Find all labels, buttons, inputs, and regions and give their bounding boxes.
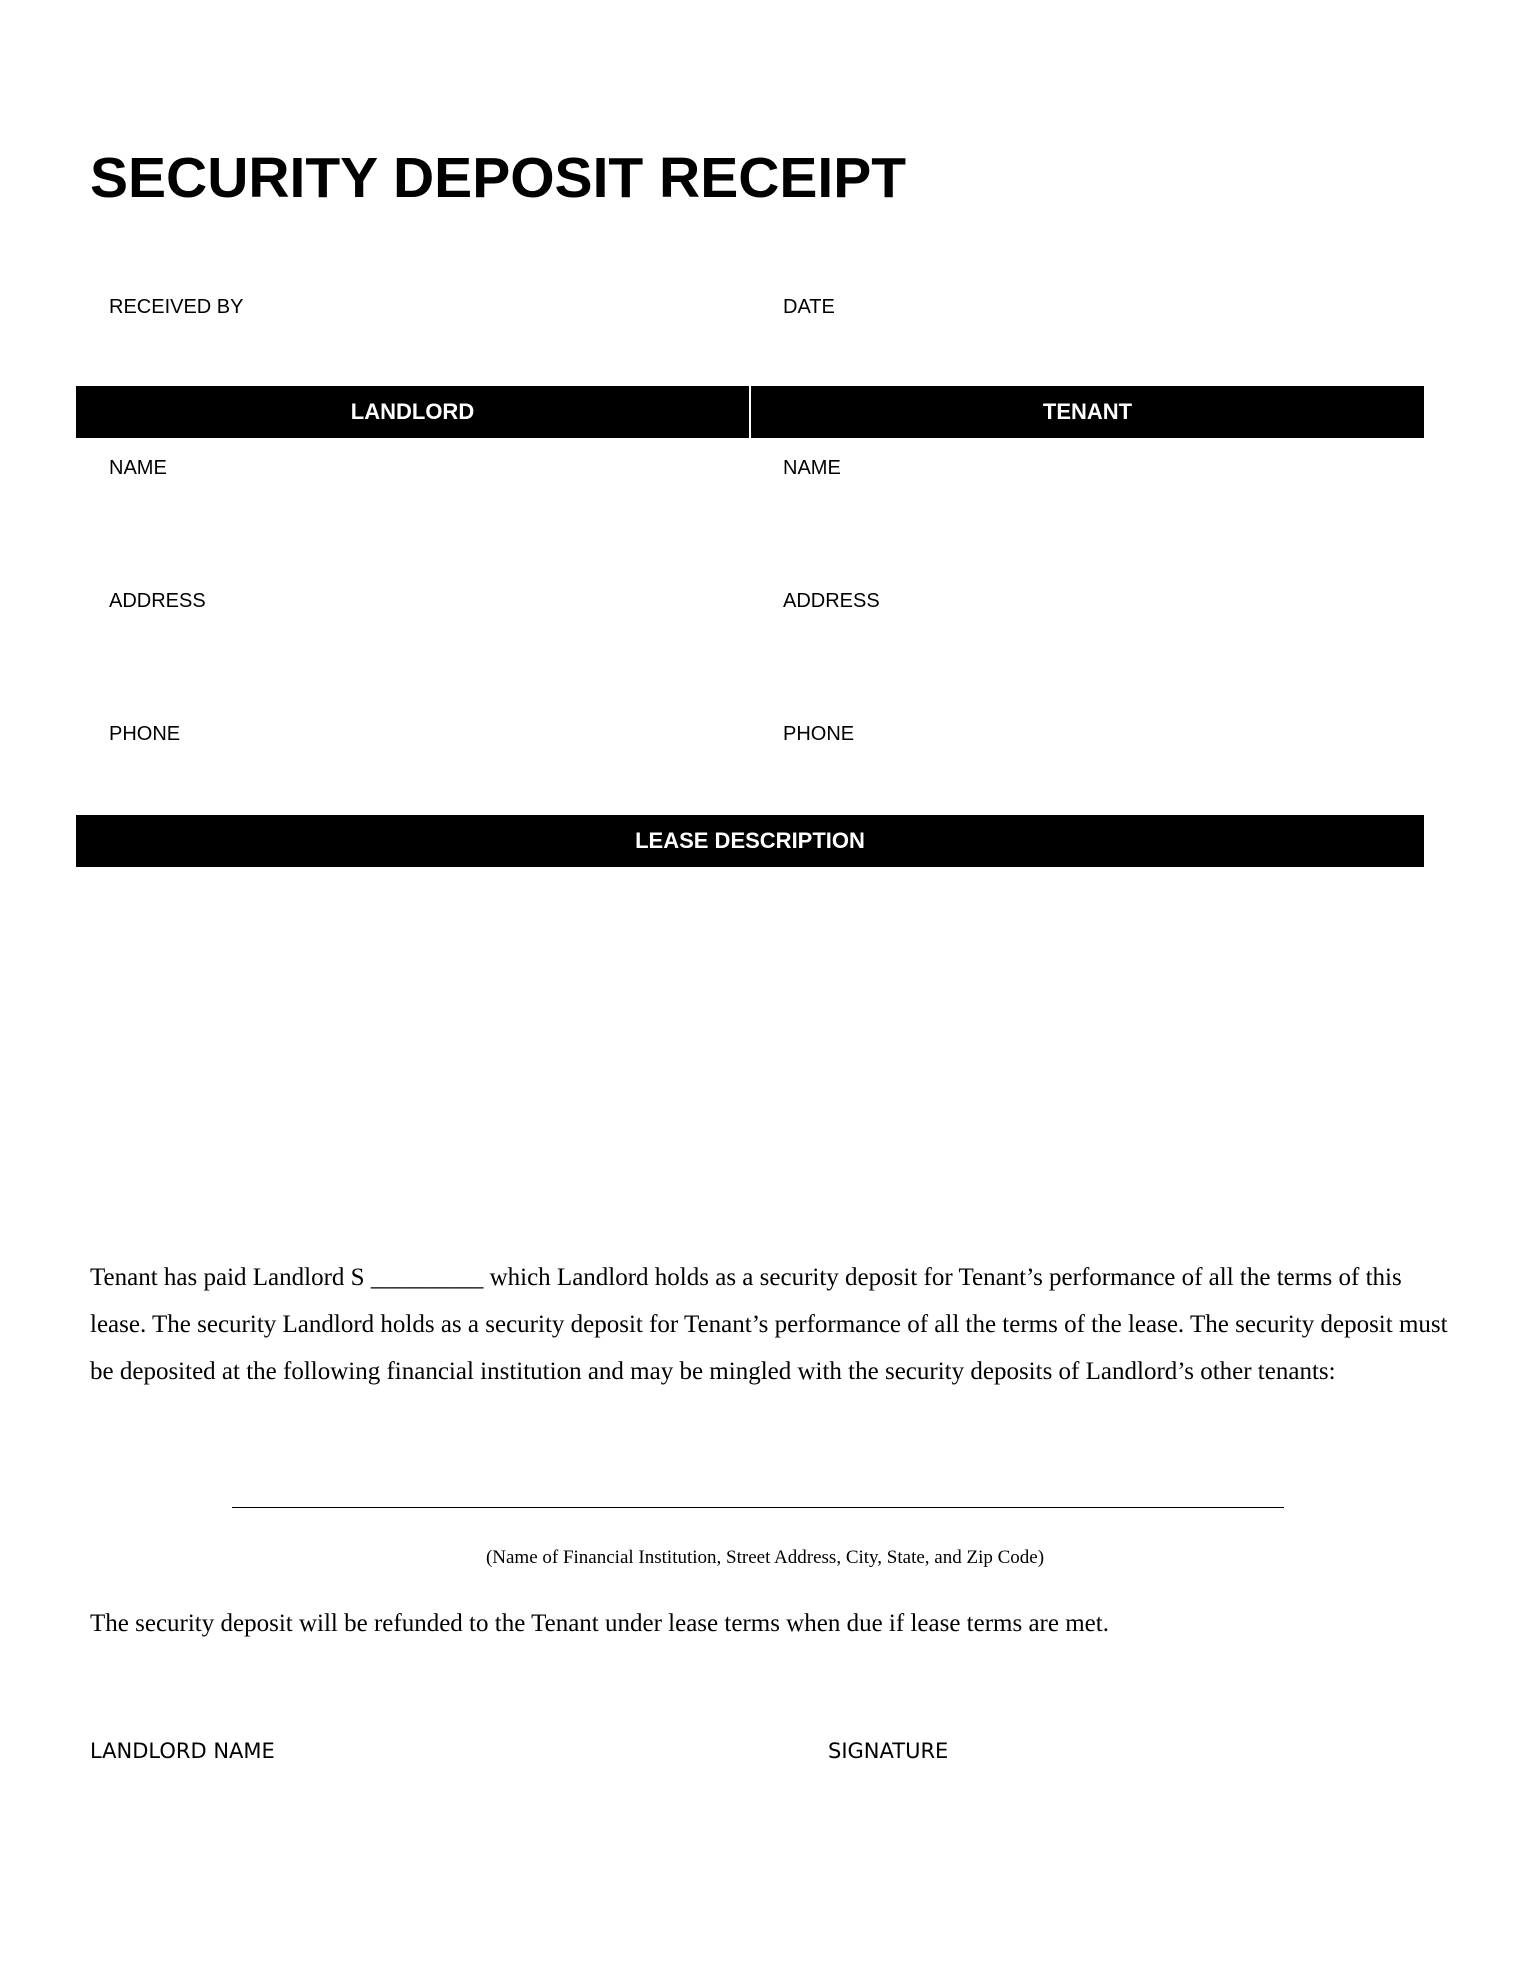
landlord-address-label: ADDRESS [109,590,206,612]
landlord-name-signature-label: LANDLORD NAME [90,1739,275,1763]
landlord-name-label: NAME [109,457,167,479]
received-by-label: RECEIVED BY [109,296,244,318]
landlord-header: LANDLORD [76,386,749,438]
refund-statement: The security deposit will be refunded to the Tenant under lease terms when due if lease terms are met. [90,1610,1109,1637]
tenant-name-label: NAME [783,457,841,479]
institution-line [232,1507,1284,1508]
institution-caption: (Name of Financial Institution, Street Address, City, State, and Zip Code) [485,1547,1045,1568]
signature-label: SIGNATURE [828,1739,949,1763]
tenant-phone-label: PHONE [783,723,855,745]
lease-description-header: LEASE DESCRIPTION [76,815,1424,867]
deposit-paragraph: Tenant has paid Landlord S _________ which Landlord holds as a security deposit for Tenant’s performance of all the terms of this lease. The security Landlord holds as a security deposit for Tenant’s performance of all the terms of the lease. The security deposit must be deposited at the following financial institution and may be mingled with the security deposits of Landlord’s other tenants: [90,1264,1448,1385]
landlord-phone-label: PHONE [109,723,181,745]
tenant-address-label: ADDRESS [783,590,880,612]
date-label: DATE [783,296,835,318]
tenant-header: TENANT [751,386,1424,438]
page-title: SECURITY DEPOSIT RECEIPT [90,146,907,210]
